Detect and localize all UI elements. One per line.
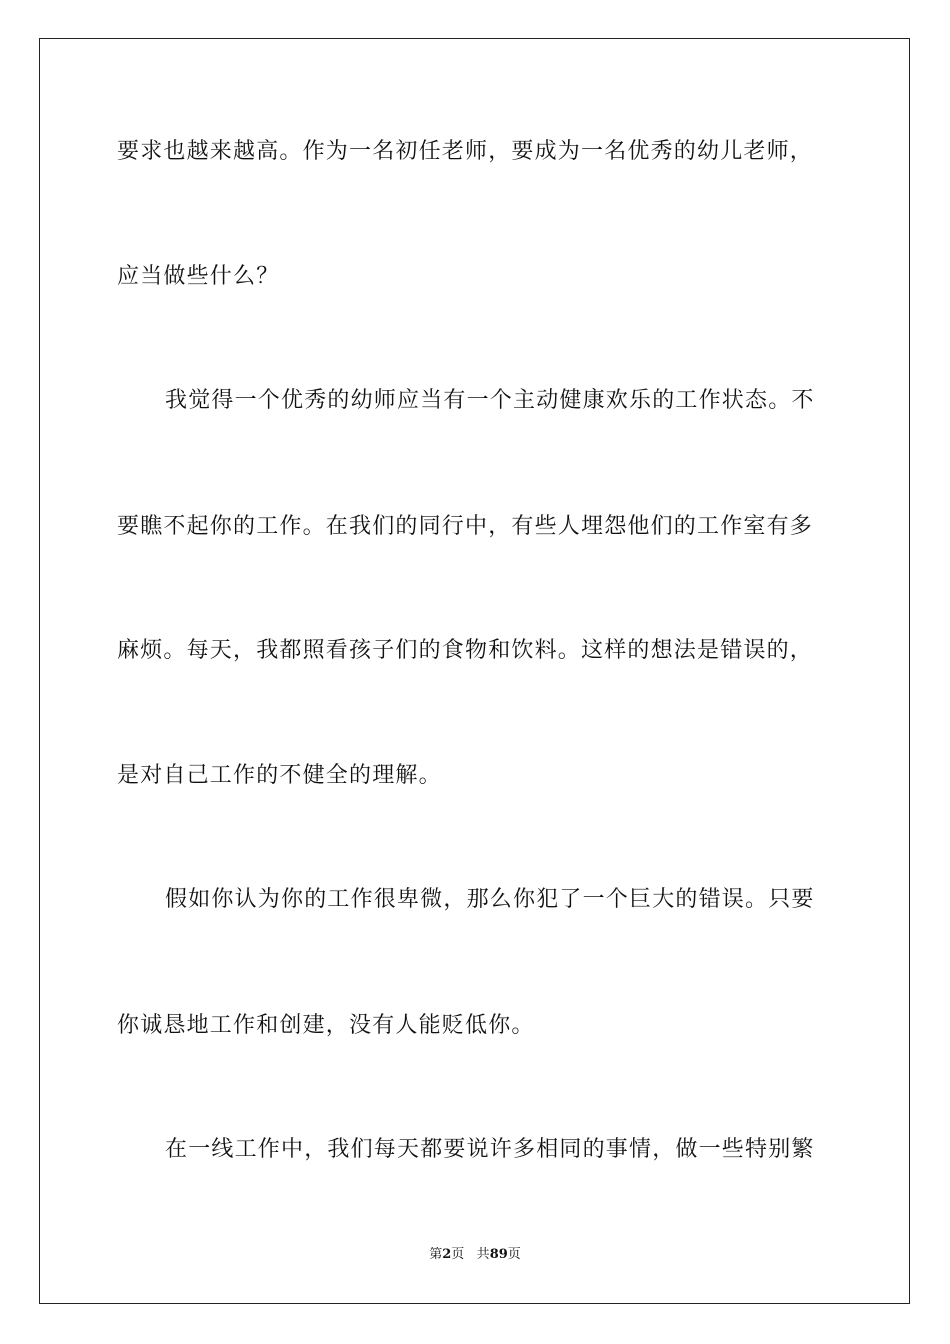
footer-page-prefix: 第 — [429, 1247, 443, 1262]
page-footer — [0, 1246, 950, 1264]
text-line: 应当做些什么？ — [117, 264, 280, 289]
paragraph-first-line: 在一线工作中，我们每天都要说许多相同的事情，做一些特别繁 — [165, 1137, 815, 1162]
footer-total-pages: 89 — [489, 1247, 508, 1262]
text-line: 要瞧不起你的工作。在我们的同行中，有些人埋怨他们的工作室有多 — [117, 514, 814, 539]
paragraph-first-line: 假如你认为你的工作很卑微，那么你犯了一个巨大的错误。只要 — [165, 887, 815, 912]
text-line: 要求也越来越高。作为一名初任老师，要成为一名优秀的幼儿老师， — [117, 139, 814, 164]
footer-page-number: 2 — [442, 1247, 452, 1262]
footer-page-suffix: 页 — [451, 1247, 465, 1262]
footer-total-prefix: 共 — [476, 1247, 490, 1262]
paragraph-first-line: 我觉得一个优秀的幼师应当有一个主动健康欢乐的工作状态。不 — [165, 388, 815, 413]
text-line: 你诚恳地工作和创建，没有人能贬低你。 — [117, 1013, 535, 1038]
text-line: 是对自己工作的不健全的理解。 — [117, 763, 442, 788]
page-border — [39, 38, 910, 1304]
footer-total-suffix: 页 — [507, 1247, 521, 1262]
text-line: 麻烦。每天，我都照看孩子们的食物和饮料。这样的想法是错误的， — [117, 638, 814, 663]
